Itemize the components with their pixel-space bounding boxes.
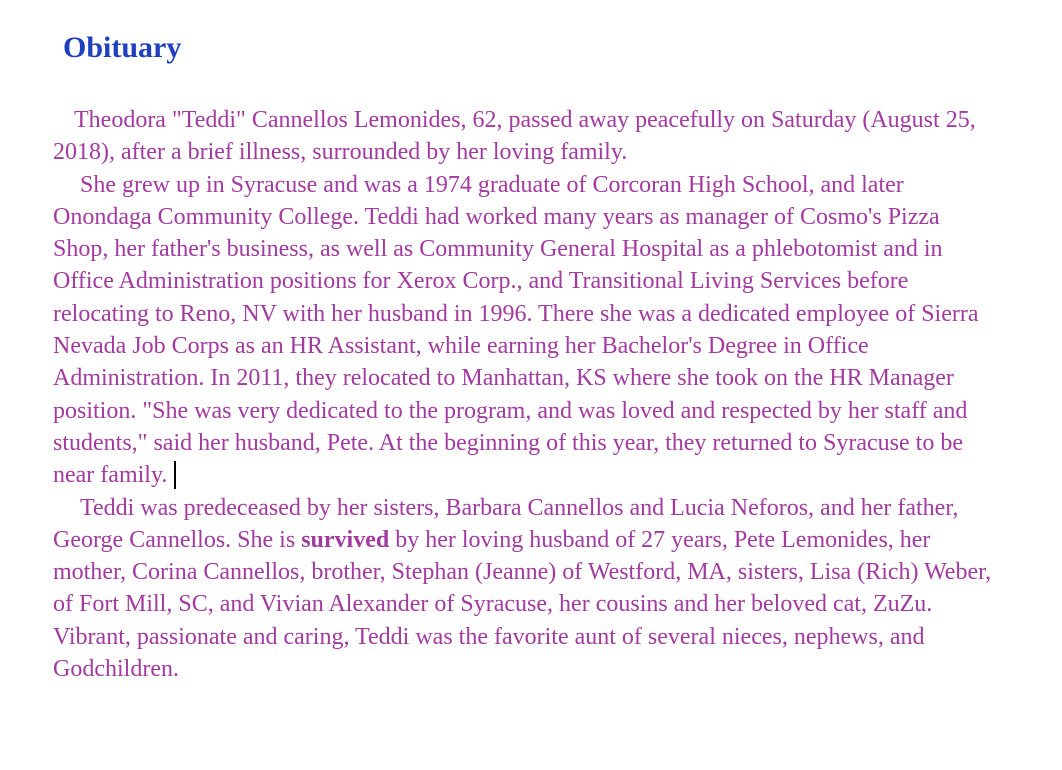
paragraph-family-text-end: by her loving husband of 27 years, Pete Lemonides, her mother, Corina Cannellos, brother, Stephan (Jeanne) of Westford, MA, sisters, Lisa (Rich) Weber, of Fort Mill, SC, and Vivian Alexander of Syracuse, her cousins and her beloved cat, ZuZu. Vibrant, passionate and caring, Teddi was the favorite aunt of several nieces, nephews, and Godchildren. (53, 526, 992, 683)
paragraph-career-text: She grew up in Syracuse and was a 1974 graduate of Corcoran High School, and later Onondaga Community College. Teddi had worked many years as manager of Cosmo's Pizza Shop, her father's business, as well as Community General Hospital as a phlebotomist and in Office Administration positions for Xerox Corp., and Transitional Living Services before relocating to Reno, NV with her husband in 1996. There she was a dedicated employee of Sierra Nevada Job Corps as an HR Assistant, while earning her Bachelor's Degree in Office Administration. In 2011, they relocated to Manhattan, KS where she took on the HR Manager position. "She was very dedicated to the program, and was loved and respected by her staff and students," said her husband, Pete. At the beginning of this year, they returned to Syracuse to be near family. (53, 171, 979, 489)
page-title: Obituary (63, 31, 182, 64)
paragraph-family (53, 492, 998, 686)
paragraph-career (53, 169, 998, 492)
obituary-body[interactable] (53, 104, 998, 685)
paragraph-intro: Theodora "Teddi" Cannellos Lemonides, 62, passed away peacefully on Saturday (August 25, 2018), after a brief illness, surrounded by her loving family. (53, 107, 976, 166)
paragraph-family-text-start: Teddi was predeceased by her sisters, Barbara Cannellos and Lucia Neforos, and her father, George Cannellos. She is (53, 494, 959, 553)
text-cursor (174, 461, 176, 489)
bold-word: survived (301, 526, 390, 553)
